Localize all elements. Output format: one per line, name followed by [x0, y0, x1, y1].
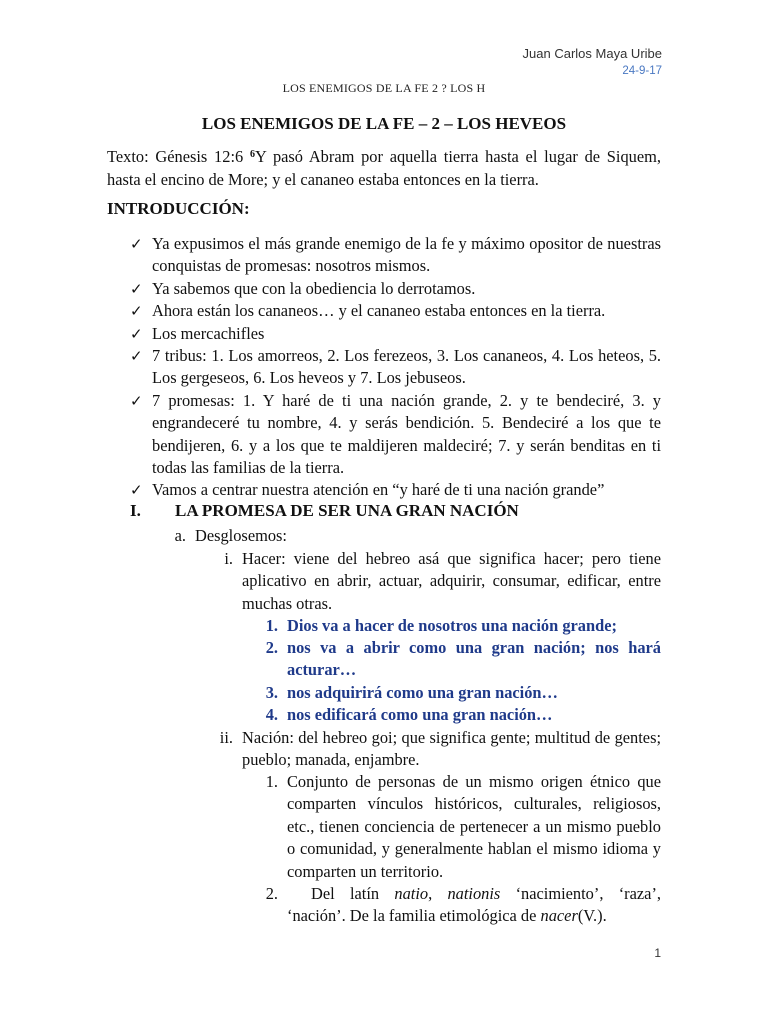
- list-item: [130, 323, 661, 345]
- scripture-text: [107, 146, 661, 191]
- numbered-item: nos adquirirá como una gran nación…: [287, 683, 558, 702]
- latin-word: natio: [394, 884, 429, 903]
- list-item: [130, 278, 661, 300]
- verse-number: 6: [249, 149, 255, 160]
- checkmark-icon: ✓: [130, 302, 143, 321]
- introduction-list: [130, 233, 661, 502]
- numbered-item: nos va a abrir como una gran nación; nos hará acturar…: [287, 638, 661, 680]
- numbered-item: nos edificará como una gran nación…: [287, 705, 553, 724]
- subsection-marker: a.: [174, 526, 186, 545]
- list-item-text: Los mercachifles: [152, 323, 265, 343]
- numbered-item: Conjunto de personas de un mismo origen étnico que comparten vínculos históricos, culturales, religiosos, etc., tienen conciencia de pertenecer a un mismo pueblo o comunidad, y generalmente hablan el mismo idioma y comparten un territorio.: [287, 772, 661, 881]
- list-item-text: Ya sabemos que con la obediencia lo derrotamos.: [152, 278, 476, 298]
- list-item: [130, 390, 661, 480]
- checkmark-icon: ✓: [130, 347, 143, 366]
- list-item-text: 7 promesas: 1. Y haré de ti una nación grande, 2. y te bendeciré, 3. y engrandeceré tu nombre, 4. y serás bendición. 5. Bendeciré a los que te bendijeren, 6. y a los que te maldijeren maldeciré; 7. y serán benditas en ti todas las familias de la tierra.: [152, 390, 661, 478]
- point-marker: ii.: [219, 728, 233, 747]
- numbered-marker: 1.: [265, 772, 278, 791]
- etymology-text: (V.).: [577, 906, 607, 926]
- point-text-hacer: Hacer: viene del hebreo asá que significa hacer; pero tiene aplicativo en abrir, actuar, adquirir, consumar, edificar, entre muchas otras.: [242, 549, 661, 613]
- numbered-marker: 3.: [265, 683, 278, 702]
- list-item-text: 7 tribus: 1. Los amorreos, 2. Los ferezeos, 3. Los cananeos, 4. Los heteos, 5. Los gergeseos, 6. Los heveos y 7. Los jebuseos.: [152, 346, 661, 388]
- numbered-marker: 2.: [265, 884, 278, 903]
- checkmark-icon: ✓: [130, 391, 143, 410]
- section-number: I.: [130, 501, 141, 520]
- point-text-nacion: Nación: del hebreo goi; que significa gente; multitud de gentes; pueblo; manada, enjambre.: [242, 728, 661, 770]
- checkmark-icon: ✓: [130, 235, 143, 253]
- list-item: [130, 479, 661, 501]
- latin-word: nationis: [447, 884, 501, 903]
- scripture-reference: Texto: Génesis 12:6: [107, 147, 250, 166]
- reference-word: nacer: [540, 906, 578, 926]
- verse-text: Y pasó Abram por aquella tierra hasta el lugar de Siquem, hasta el encino de More; y el cananeo estaba entonces en la tierra.: [107, 147, 661, 189]
- point-marker: i.: [224, 549, 233, 568]
- page-number: 1: [654, 946, 661, 960]
- list-item-text: Ahora están los cananeos… y el cananeo estaba entonces en la tierra.: [152, 301, 606, 321]
- etymology-text: ‘nacimiento’, ‘raza’, ‘nación’. De la familia etimológica de: [287, 884, 661, 926]
- section-title: LA PROMESA DE SER UNA GRAN NACIÓN: [175, 501, 519, 520]
- checkmark-icon: ✓: [130, 279, 143, 298]
- numbered-item: Dios va a hacer de nosotros una nación grande;: [287, 616, 617, 635]
- introduction-heading: INTRODUCCIÓN:: [107, 199, 250, 218]
- numbered-marker: 4.: [265, 705, 278, 724]
- etymology-text: Del latín: [311, 884, 395, 903]
- list-item: [130, 345, 661, 390]
- numbered-marker: 1.: [265, 616, 278, 635]
- subsection-text: Desglosemos:: [195, 526, 287, 545]
- checkmark-icon: ✓: [130, 324, 143, 343]
- list-item: [130, 300, 661, 322]
- header-running-title: LOS ENEMIGOS DE LA FE 2 ? LOS H: [282, 81, 486, 95]
- header-date: 24-9-17: [622, 65, 662, 77]
- list-item-text: Vamos a centrar nuestra atención en “y haré de ti una nación grande”: [152, 480, 605, 500]
- list-item: [130, 233, 661, 278]
- header-author: Juan Carlos Maya Uribe: [522, 46, 662, 61]
- numbered-item-etymology: [287, 883, 661, 928]
- numbered-marker: 2.: [265, 638, 278, 657]
- list-item-text: Ya expusimos el más grande enemigo de la fe y máximo opositor de nuestras conquistas de promesas: nosotros mismos.: [152, 234, 661, 276]
- checkmark-icon: ✓: [130, 481, 143, 500]
- document-title: LOS ENEMIGOS DE LA FE – 2 – LOS HEVEOS: [201, 114, 567, 133]
- etymology-text: ,: [428, 884, 448, 903]
